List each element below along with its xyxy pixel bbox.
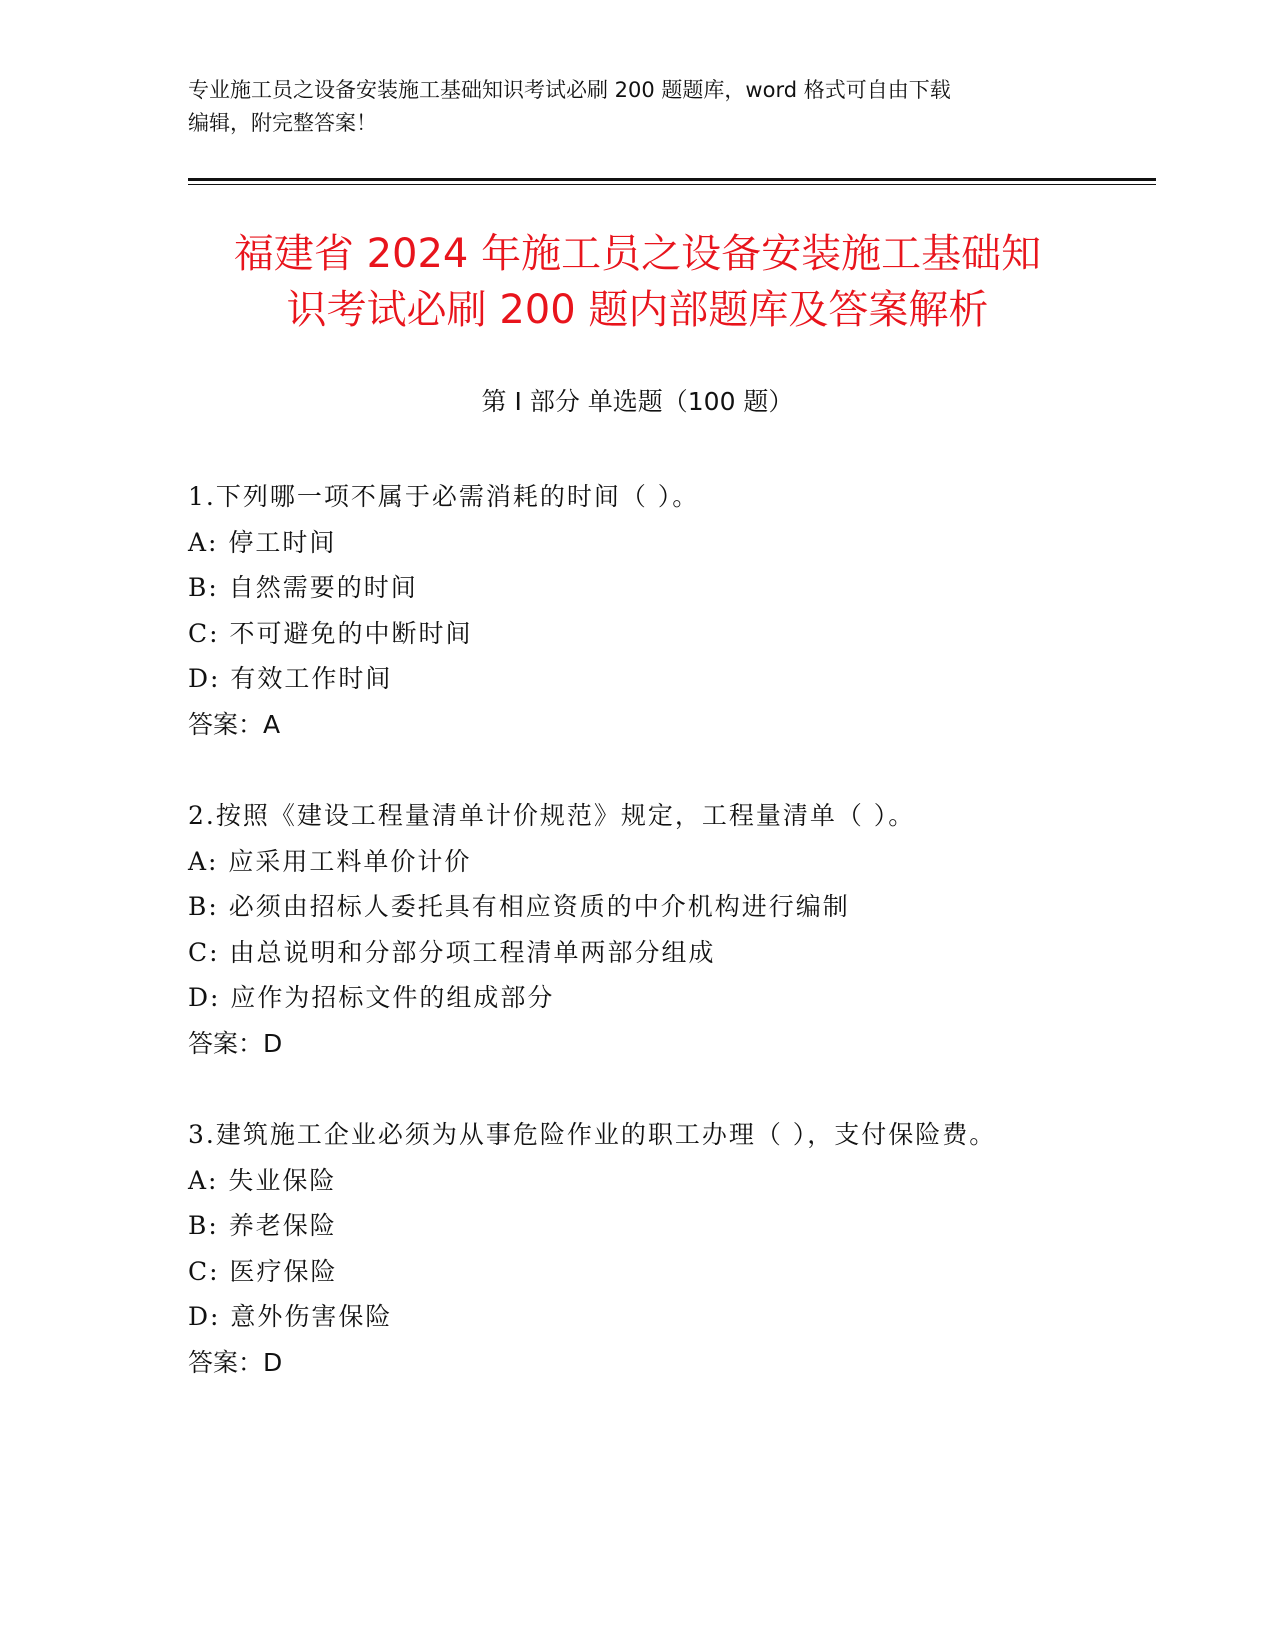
header-note-line-2: 编辑，附完整答案！ bbox=[188, 111, 377, 135]
option-c: C: 医疗保险 bbox=[188, 1256, 338, 1286]
option-d: D: 有效工作时间 bbox=[188, 664, 393, 693]
option-c: C: 不可避免的中断时间 bbox=[188, 618, 473, 648]
option-b: B: 自然需要的时间 bbox=[188, 573, 418, 602]
section-heading: 第 I 部分 单选题（100 题） bbox=[481, 387, 794, 416]
question-block-2 bbox=[188, 793, 1148, 1066]
option-a: A: 应采用工料单价计价 bbox=[188, 846, 472, 876]
question-stem: 3.建筑施工企业必须为从事危险作业的职工办理（ ），支付保险费。 bbox=[188, 1120, 997, 1149]
header-note-line-1: 专业施工员之设备安装施工基础知识考试必刷 200 题题库，word 格式可自由下载 bbox=[188, 78, 951, 102]
question-stem: 1.下列哪一项不属于必需消耗的时间（ ）。 bbox=[188, 482, 700, 511]
question-block-1 bbox=[188, 474, 1148, 747]
question-stem: 2.按照《建设工程量清单计价规范》规定，工程量清单（ ）。 bbox=[188, 801, 916, 830]
document-title bbox=[160, 226, 1115, 338]
option-a: A: 失业保险 bbox=[188, 1165, 337, 1195]
option-b: B: 养老保险 bbox=[188, 1211, 337, 1240]
option-d: D: 意外伤害保险 bbox=[188, 1302, 393, 1331]
answer-line: 答案：A bbox=[188, 709, 281, 739]
document-header-note bbox=[188, 74, 1088, 140]
document-title-line-2: 识考试必刷 200 题内部题库及答案解析 bbox=[286, 287, 989, 333]
option-c: C: 由总说明和分部分项工程清单两部分组成 bbox=[188, 937, 716, 967]
answer-line: 答案：D bbox=[188, 1028, 283, 1058]
answer-line: 答案：D bbox=[188, 1347, 283, 1377]
option-d: D: 应作为招标文件的组成部分 bbox=[188, 983, 555, 1012]
option-a: A: 停工时间 bbox=[188, 527, 337, 557]
document-title-line-1: 福建省 2024 年施工员之设备安装施工基础知 bbox=[233, 231, 1042, 277]
header-divider-thick bbox=[188, 178, 1156, 181]
header-divider-thin bbox=[188, 184, 1156, 185]
option-b: B: 必须由招标人委托具有相应资质的中介机构进行编制 bbox=[188, 892, 850, 921]
question-block-3 bbox=[188, 1112, 1148, 1385]
